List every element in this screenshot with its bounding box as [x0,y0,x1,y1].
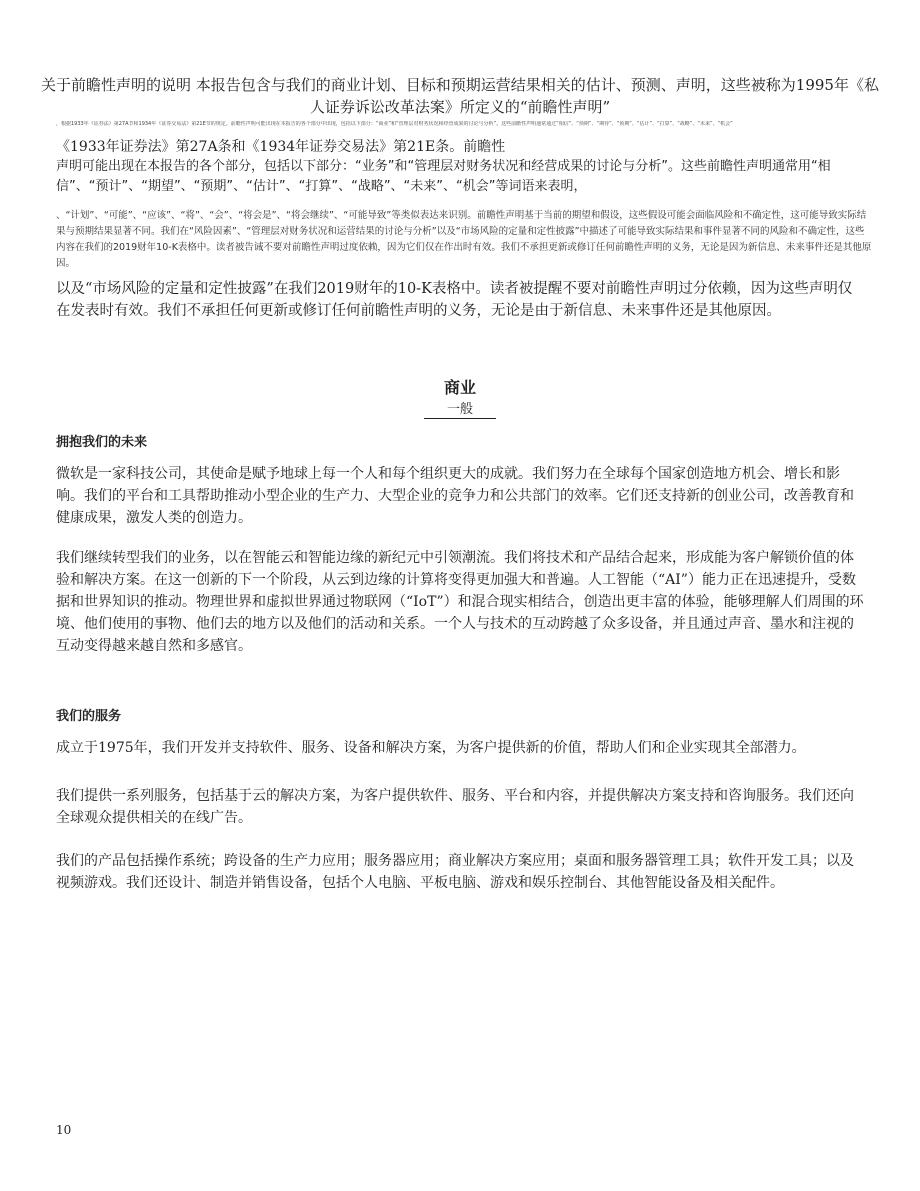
services-heading: 我们的服务 [56,709,122,724]
forward-looking-line: 《1933年证券法》第27A条和《1934年证券交易法》第21E条。前瞻性 [56,139,506,155]
subtitle-underline [424,418,496,419]
page-number: 10 [56,1123,72,1137]
forward-looking-small-paragraph: 、“计划”、“可能”、“应该”、“将”、“会”、“将会是”、“将会继续”、“可能导致”等类似表达来识别。前瞻性声明基于当前的期望和假设，这些假设可能会面临风险和不确定性，这可能导致实际结果与预期结果显著不同。我们在“风险因素”、“管理层对财务状况和运营结果的讨论与分析”以及“市场风险的定量和定性披露”中描述了可能导致实际结果和事件显著不同的风险和不确定性，这些内容在我们的2019财年10-K表格中。读者被告诫不要对前瞻性声明过度依赖，因为它们仅在作出时有效。我们不承担更新或修订任何前瞻性声明的义务，无论是因为新信息、未来事件还是其他原因。 [56,210,872,269]
forward-looking-paragraph: 以及“市场风险的定量和定性披露”在我们2019财年的10-K表格中。读者被提醒不要对前瞻性声明过分依赖，因为这些声明仅在发表时有效。我们不承担任何更新或修订任何前瞻性声明的义务，无论是由于新信息、未来事件还是其他原因。 [56,281,853,319]
forward-looking-line: 声明可能出现在本报告的各个部分，包括以下部分：“业务”和“管理层对财务状况和经营成果的讨论与分析”。这些前瞻性声明通常用“相信”、“预计”、“期望”、“预期”、“估计”、“打算”、“战略”、“未来”、“机会”等词语来表明， [56,159,831,194]
services-paragraph: 我们提供一系列服务，包括基于云的解决方案，为客户提供软件、服务、平台和内容，并提供解决方案支持和咨询服务。我们还向全球观众提供相关的在线广告。 [56,788,854,826]
embrace-paragraph: 微软是一家科技公司，其使命是赋予地球上每一个人和每个组织更大的成就。我们努力在全球每个国家创造地方机会、增长和影响。我们的平台和工具帮助推动小型企业的生产力、大型企业的竞争力和公共部门的效率。它们还支持新的创业公司，改善教育和健康成果，激发人类的创造力。 [56,466,854,526]
embrace-heading: 拥抱我们的未来 [56,435,148,450]
embrace-paragraph: 我们继续转型我们的业务，以在智能云和智能边缘的新纪元中引领潮流。我们将技术和产品结合起来，形成能为客户解锁价值的体验和解决方案。在这一创新的下一个阶段，从云到边缘的计算将变得更加强大和普遍。人工智能（“AI”）能力正在迅速提升，受数据和世界知识的推动。物理世界和虚拟世界通过物联网（“IoT”）和混合现实相结合，创造出更丰富的体验，能够理解人们周围的环境、他们使用的事物、他们去的地方以及他们的活动和关系。一个人与技术的互动跨越了众多设备，并且通过声音、墨水和注视的互动变得越来越自然和多感官。 [56,550,864,654]
forward-looking-title: 关于前瞻性声明的说明 本报告包含与我们的商业计划、目标和预期运营结果相关的估计、预测、声明，这些被称为1995年《私人证券诉讼改革法案》所定义的“前瞻性声明” [41,76,879,116]
section-title: 商业 [443,378,476,397]
services-paragraph: 我们的产品包括操作系统；跨设备的生产力应用；服务器应用；商业解决方案应用；桌面和服务器管理工具；软件开发工具；以及视频游戏。我们还设计、制造并销售设备，包括个人电脑、平板电脑、游戏和娱乐控制台、其他智能设备及相关配件。 [56,853,854,891]
section-subtitle: 一般 [446,402,473,417]
tiny-text-line: ，根据1933年《证券法》第27A节和1934年《证券交易法》第21E节的规定。前瞻性声明可能出现在本报告的各个部分中出现，包括以下部分：“商业”和“管理层对财务状况和经营成果的讨论与分析”。这些前瞻性声明通常通过“相信”、“预期”、“期待”、“预期”、“估计”、“打算”、“战略”、“未来”、“机会” [56,121,733,127]
services-paragraph: 成立于1975年，我们开发并支持软件、服务、设备和解决方案，为客户提供新的价值，帮助人们和企业实现其全部潜力。 [56,740,806,756]
